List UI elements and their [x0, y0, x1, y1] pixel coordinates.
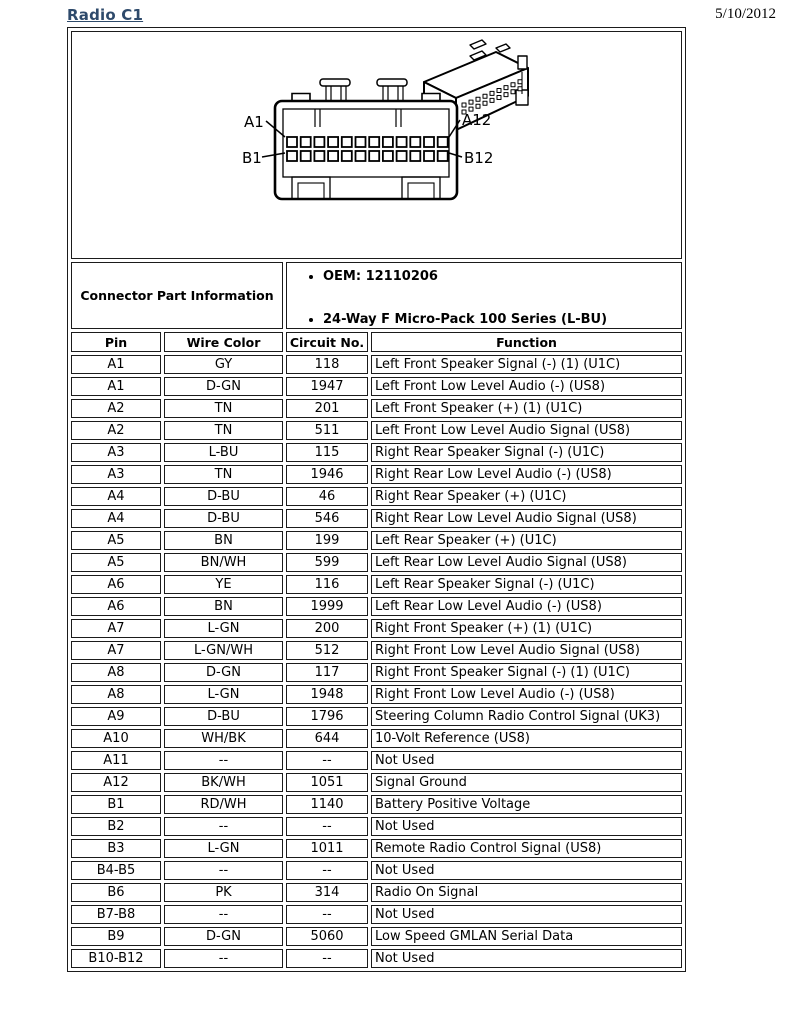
pin-cell: A6	[71, 575, 161, 594]
circuit-no-cell: 1947	[286, 377, 368, 396]
circuit-no-cell: --	[286, 817, 368, 836]
wire-color-cell: TN	[164, 399, 283, 418]
function-cell: Right Rear Low Level Audio Signal (US8)	[371, 509, 682, 528]
pin-cell: B9	[71, 927, 161, 946]
pin-cell: A4	[71, 487, 161, 506]
circuit-no-cell: 199	[286, 531, 368, 550]
table-row	[71, 861, 682, 880]
wire-color-cell: L-GN	[164, 619, 283, 638]
circuit-no-cell: 1946	[286, 465, 368, 484]
function-cell: Right Front Speaker (+) (1) (U1C)	[371, 619, 682, 638]
pin-cell: B7-B8	[71, 905, 161, 924]
pin-cell: B2	[71, 817, 161, 836]
circuit-no-cell: 1011	[286, 839, 368, 858]
circuit-no-cell: 546	[286, 509, 368, 528]
latch-tab	[320, 79, 350, 101]
function-cell: Radio On Signal	[371, 883, 682, 902]
diagram-row	[71, 31, 682, 259]
table-row	[71, 641, 682, 660]
pin-label-b12: B12	[464, 149, 494, 167]
part-info-item-oem: • OEM: 12110206	[323, 268, 679, 285]
wire-color-cell: D-GN	[164, 377, 283, 396]
wire-color-cell: L-GN	[164, 685, 283, 704]
function-cell: Right Front Low Level Audio (-) (US8)	[371, 685, 682, 704]
pinout-header-circuit: Circuit No.	[286, 332, 368, 352]
pinout-header-function: Function	[371, 332, 682, 352]
pin-cell: A1	[71, 355, 161, 374]
pin-cell: A8	[71, 685, 161, 704]
wire-color-cell: D-BU	[164, 487, 283, 506]
wire-color-cell: BN	[164, 597, 283, 616]
table-row	[71, 509, 682, 528]
pin-cell: B4-B5	[71, 861, 161, 880]
table-row	[71, 883, 682, 902]
pin-cell: A9	[71, 707, 161, 726]
pin-cell: A3	[71, 465, 161, 484]
circuit-no-cell: --	[286, 949, 368, 968]
part-info-label-cell: Connector Part Information	[71, 262, 283, 329]
pin-cell: A7	[71, 641, 161, 660]
table-row	[71, 663, 682, 682]
circuit-no-cell: 117	[286, 663, 368, 682]
page-header	[0, 0, 791, 27]
table-row	[71, 773, 682, 792]
wire-color-cell: YE	[164, 575, 283, 594]
wire-color-cell: BN/WH	[164, 553, 283, 572]
table-row	[71, 399, 682, 418]
circuit-no-cell: 1140	[286, 795, 368, 814]
table-row	[71, 597, 682, 616]
function-cell: Steering Column Radio Control Signal (UK3)	[371, 707, 682, 726]
pin-cell: A2	[71, 421, 161, 440]
table-row	[71, 355, 682, 374]
function-cell: Left Rear Low Level Audio (-) (US8)	[371, 597, 682, 616]
function-cell: Right Rear Speaker Signal (-) (U1C)	[371, 443, 682, 462]
circuit-no-cell: 511	[286, 421, 368, 440]
wire-color-cell: PK	[164, 883, 283, 902]
function-cell: Remote Radio Control Signal (US8)	[371, 839, 682, 858]
wire-color-cell: --	[164, 751, 283, 770]
pin-cell: A10	[71, 729, 161, 748]
pin-cell: B3	[71, 839, 161, 858]
pin-cell: B6	[71, 883, 161, 902]
wire-color-cell: GY	[164, 355, 283, 374]
circuit-no-cell: 314	[286, 883, 368, 902]
circuit-no-cell: 118	[286, 355, 368, 374]
function-cell: Left Rear Speaker Signal (-) (U1C)	[371, 575, 682, 594]
pin-cell: A2	[71, 399, 161, 418]
latch-tab	[377, 79, 407, 101]
pin-cell: A11	[71, 751, 161, 770]
pin-cell: B1	[71, 795, 161, 814]
table-row	[71, 575, 682, 594]
pin-label-b1: B1	[242, 149, 262, 167]
connector-table	[67, 27, 686, 972]
circuit-no-cell: 46	[286, 487, 368, 506]
function-cell: Right Front Low Level Audio Signal (US8)	[371, 641, 682, 660]
function-cell: Not Used	[371, 949, 682, 968]
function-cell: Not Used	[371, 861, 682, 880]
function-cell: Left Front Low Level Audio (-) (US8)	[371, 377, 682, 396]
function-cell: Not Used	[371, 751, 682, 770]
wire-color-cell: WH/BK	[164, 729, 283, 748]
pin-cell: A3	[71, 443, 161, 462]
table-row	[71, 377, 682, 396]
pin-cell: A12	[71, 773, 161, 792]
part-info-details-cell	[286, 262, 682, 329]
wire-color-cell: BK/WH	[164, 773, 283, 792]
circuit-no-cell: 201	[286, 399, 368, 418]
circuit-no-cell: 200	[286, 619, 368, 638]
table-row	[71, 531, 682, 550]
page-title: Radio C1	[67, 6, 144, 24]
circuit-no-cell: 1051	[286, 773, 368, 792]
function-cell: Not Used	[371, 817, 682, 836]
circuit-no-cell: --	[286, 751, 368, 770]
pinout-header-row	[71, 332, 682, 352]
pin-cell: A8	[71, 663, 161, 682]
wire-color-cell: TN	[164, 421, 283, 440]
table-row	[71, 949, 682, 968]
function-cell: Left Rear Low Level Audio Signal (US8)	[371, 553, 682, 572]
wire-color-cell: L-BU	[164, 443, 283, 462]
pin-cell: A4	[71, 509, 161, 528]
circuit-no-cell: 5060	[286, 927, 368, 946]
pin-cell: A5	[71, 553, 161, 572]
circuit-no-cell: --	[286, 905, 368, 924]
function-cell: Right Rear Low Level Audio (-) (US8)	[371, 465, 682, 484]
wire-color-cell: --	[164, 905, 283, 924]
function-cell: 10-Volt Reference (US8)	[371, 729, 682, 748]
table-row	[71, 905, 682, 924]
wire-color-cell: BN	[164, 531, 283, 550]
table-row	[71, 927, 682, 946]
circuit-no-cell: 1948	[286, 685, 368, 704]
table-row	[71, 465, 682, 484]
pin-cell: A1	[71, 377, 161, 396]
circuit-no-cell: 116	[286, 575, 368, 594]
table-row	[71, 421, 682, 440]
pin-cell: B10-B12	[71, 949, 161, 968]
pin-cell: A6	[71, 597, 161, 616]
circuit-no-cell: --	[286, 861, 368, 880]
circuit-no-cell: 1796	[286, 707, 368, 726]
diagram-cell	[71, 31, 682, 259]
wire-color-cell: --	[164, 861, 283, 880]
wire-color-cell: L-GN/WH	[164, 641, 283, 660]
function-cell: Not Used	[371, 905, 682, 924]
table-row	[71, 839, 682, 858]
function-cell: Right Rear Speaker (+) (U1C)	[371, 487, 682, 506]
wire-color-cell: RD/WH	[164, 795, 283, 814]
pin-label-a1: A1	[244, 113, 264, 131]
function-cell: Right Front Speaker Signal (-) (1) (U1C)	[371, 663, 682, 682]
upper-section	[71, 31, 682, 352]
pin-cell: A5	[71, 531, 161, 550]
part-info-row	[71, 262, 682, 329]
function-cell: Battery Positive Voltage	[371, 795, 682, 814]
function-cell: Left Front Speaker Signal (-) (1) (U1C)	[371, 355, 682, 374]
table-row	[71, 553, 682, 572]
function-cell: Low Speed GMLAN Serial Data	[371, 927, 682, 946]
table-row	[71, 443, 682, 462]
table-row	[71, 729, 682, 748]
function-cell: Left Front Low Level Audio Signal (US8)	[371, 421, 682, 440]
table-row	[71, 685, 682, 704]
table-row	[71, 751, 682, 770]
table-row	[71, 817, 682, 836]
pinout-header-pin: Pin	[71, 332, 161, 352]
wire-color-cell: D-BU	[164, 707, 283, 726]
wire-color-cell: --	[164, 949, 283, 968]
function-cell: Left Front Speaker (+) (1) (U1C)	[371, 399, 682, 418]
wire-color-cell: L-GN	[164, 839, 283, 858]
table-row	[71, 795, 682, 814]
connector-diagram-svg	[72, 32, 681, 258]
circuit-no-cell: 115	[286, 443, 368, 462]
wire-color-cell: --	[164, 817, 283, 836]
pinout-body	[71, 355, 682, 968]
function-cell: Left Rear Speaker (+) (U1C)	[371, 531, 682, 550]
pinout-header-color: Wire Color	[164, 332, 283, 352]
pin-cell: A7	[71, 619, 161, 638]
circuit-no-cell: 512	[286, 641, 368, 660]
circuit-no-cell: 599	[286, 553, 368, 572]
pin-label-a12: A12	[462, 111, 492, 129]
table-row	[71, 707, 682, 726]
table-row	[71, 619, 682, 638]
circuit-no-cell: 1999	[286, 597, 368, 616]
wire-color-cell: D-BU	[164, 509, 283, 528]
table-row	[71, 487, 682, 506]
wire-color-cell: D-GN	[164, 927, 283, 946]
wire-color-cell: TN	[164, 465, 283, 484]
date-label: 5/10/2012	[715, 6, 776, 22]
part-info-item-series: • 24-Way F Micro-Pack 100 Series (L-BU)	[323, 311, 679, 328]
wire-color-cell: D-GN	[164, 663, 283, 682]
circuit-no-cell: 644	[286, 729, 368, 748]
function-cell: Signal Ground	[371, 773, 682, 792]
